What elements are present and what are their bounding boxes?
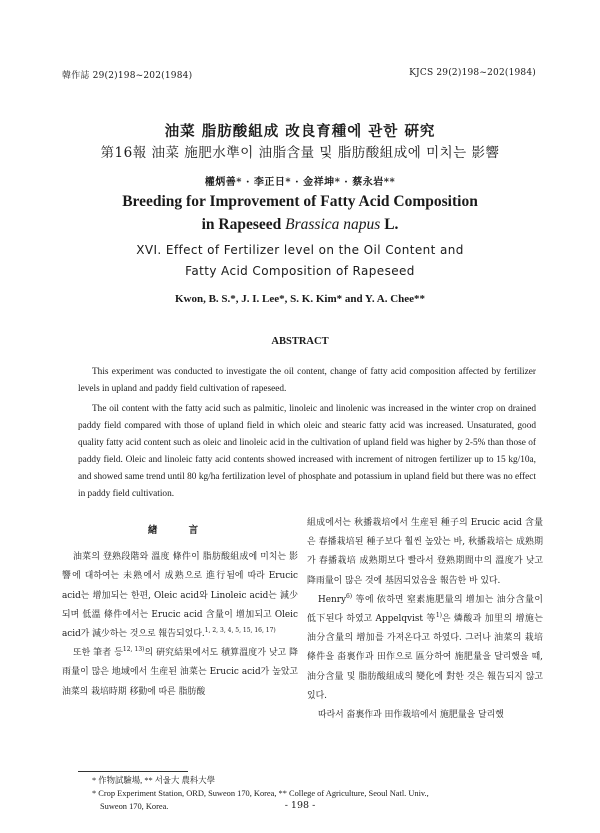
english-title-line2	[0, 216, 600, 234]
english-title-line1: Breeding for Improvement of Fatty Acid Composition	[122, 193, 478, 210]
right-column	[307, 514, 543, 725]
intro-p4-ref2: 1)	[435, 612, 442, 620]
footnote-korean: * 作物試驗場, ** 서울大 農科大學	[92, 776, 215, 785]
english-title-prefix: in Rapeseed	[201, 216, 286, 233]
intro-paragraph-5: 따라서 畓裏作과 田作栽培에서 施肥量을 달리했	[318, 710, 504, 721]
left-column	[62, 517, 298, 702]
english-subtitle-line2: Fatty Acid Composition of Rapeseed	[185, 264, 415, 278]
intro-p4-ref1: 6)	[345, 592, 353, 600]
journal-header-right: KJCS 29(2)198~202(1984)	[409, 68, 536, 78]
intro-p4-text-c: 은 燐酸과 加里의 增施는 油分含量의 增加를 가져온다고 하였다. 그러나 油菜의 栽培條件을 畓裏作과 田作으로 區分하여 施肥量을 달리했을 때, 油分含量 및 脂肪酸組成의 變化에 對한 것은 報告되지 않고 있다.	[307, 614, 543, 701]
intro-p1-refs: 1, 2, 3, 4, 5, 15, 16, 17)	[204, 627, 276, 635]
footnote-divider	[78, 771, 188, 772]
english-title-suffix: L.	[380, 216, 399, 233]
abstract-paragraph-1: This experiment was conducted to investigate the oil content, change of fatty acid composition affected by fertilizer levels in upland and paddy field cultivation of rapeseed.	[78, 367, 536, 394]
korean-authors: 權炳善* · 李正日* · 金祥坤* · 蔡永岩**	[204, 177, 396, 188]
korean-title: 油菜 脂肪酸組成 改良育種에 관한 硏究	[164, 123, 436, 140]
journal-header-left: 韓作誌 29(2)198~202(1984)	[62, 71, 193, 81]
intro-p2-text-a: 또한 筆者 등	[73, 648, 123, 659]
footnote-english-cont: Suweon 170, Korea.	[100, 802, 169, 811]
abstract-paragraph-2: The oil content with the fatty acid such as palmitic, linoleic and linolenic was increased in the winter crop on drained paddy field compared with those of upland field in which oleic and stearic fatty acid was increased. Unsaturated, good quality fatty acid content such as oleic and linoleic acid in the cultivation of upland field was higher by 2-5% than those of paddy field. Oleic and linoleic fatty acid contents showed increased with increment of nitrogen fertilizer up to 15 kg/10a, and showed same trend until 80 kg/ha fertilization level of phosphate and potassium in upland field but there was no effect in paddy field cultivation.	[78, 404, 536, 499]
intro-paragraph-1	[62, 548, 298, 644]
english-subtitle-line1: XVI. Effect of Fertilizer level on the Oil Content and	[136, 243, 464, 257]
korean-subtitle: 第16報 油菜 施肥水準이 油脂含量 및 脂肪酸組成에 미치는 影響	[100, 145, 500, 161]
abstract-body	[78, 364, 536, 506]
abstract-heading: ABSTRACT	[271, 336, 329, 347]
intro-p2-text-b: 의 硏究結果에서도 積算溫度가 낮고 降雨量이 많은 地域에서 生産된 油菜는 Erucic acid가 높았고 油菜의 栽培時期 移動에 따른 脂肪酸	[62, 648, 298, 697]
page-number: - 198 -	[284, 800, 316, 811]
intro-p4-text-b: 等에 依하면 窒素施肥量의 增加는 油分含量이 低下된다 하였고 Appelqvist 等	[307, 594, 543, 625]
intro-paragraph-4	[307, 591, 543, 706]
intro-paragraph-2	[62, 644, 298, 702]
section-title: 緖 言	[147, 525, 213, 536]
intro-p4-text-a: Henry	[318, 594, 346, 605]
english-authors: Kwon, B. S.*, J. I. Lee*, S. K. Kim* and Y. A. Chee**	[174, 293, 426, 305]
intro-p2-refs: 12, 13)	[122, 646, 145, 654]
intro-paragraph-3: 組成에서는 秋播栽培에서 生産된 種子의 Erucic acid 含量은 春播栽培된 種子보다 훨씬 높았는 바, 秋播栽培는 成熟期가 春播栽培 成熟期보다 빨라서 登熟期間中의 溫度가 낮고 降雨量이 많은 것에 基因되었음을 報告한 바 있다.	[307, 518, 543, 586]
footnote-english: * Crop Experiment Station, ORD, Suweon 170, Korea, ** College of Agriculture, Seoul Natl. Univ.,	[92, 789, 429, 798]
intro-p1-text: 油菜의 登熟段階와 溫度 條件이 脂肪酸組成에 미치는 影響에 대하여는 未熟에서 成熟으로 進行됨에 따라 Erucic acid는 增加되는 한편, Oleic acid와 Linoleic acid는 減少되며 低溫 條件에서는 Erucic acid 含量이 增加되고 Oleic acid가 減少하는 것으로 報告되었다.	[62, 552, 298, 640]
species-name: Brassica napus	[285, 216, 381, 233]
